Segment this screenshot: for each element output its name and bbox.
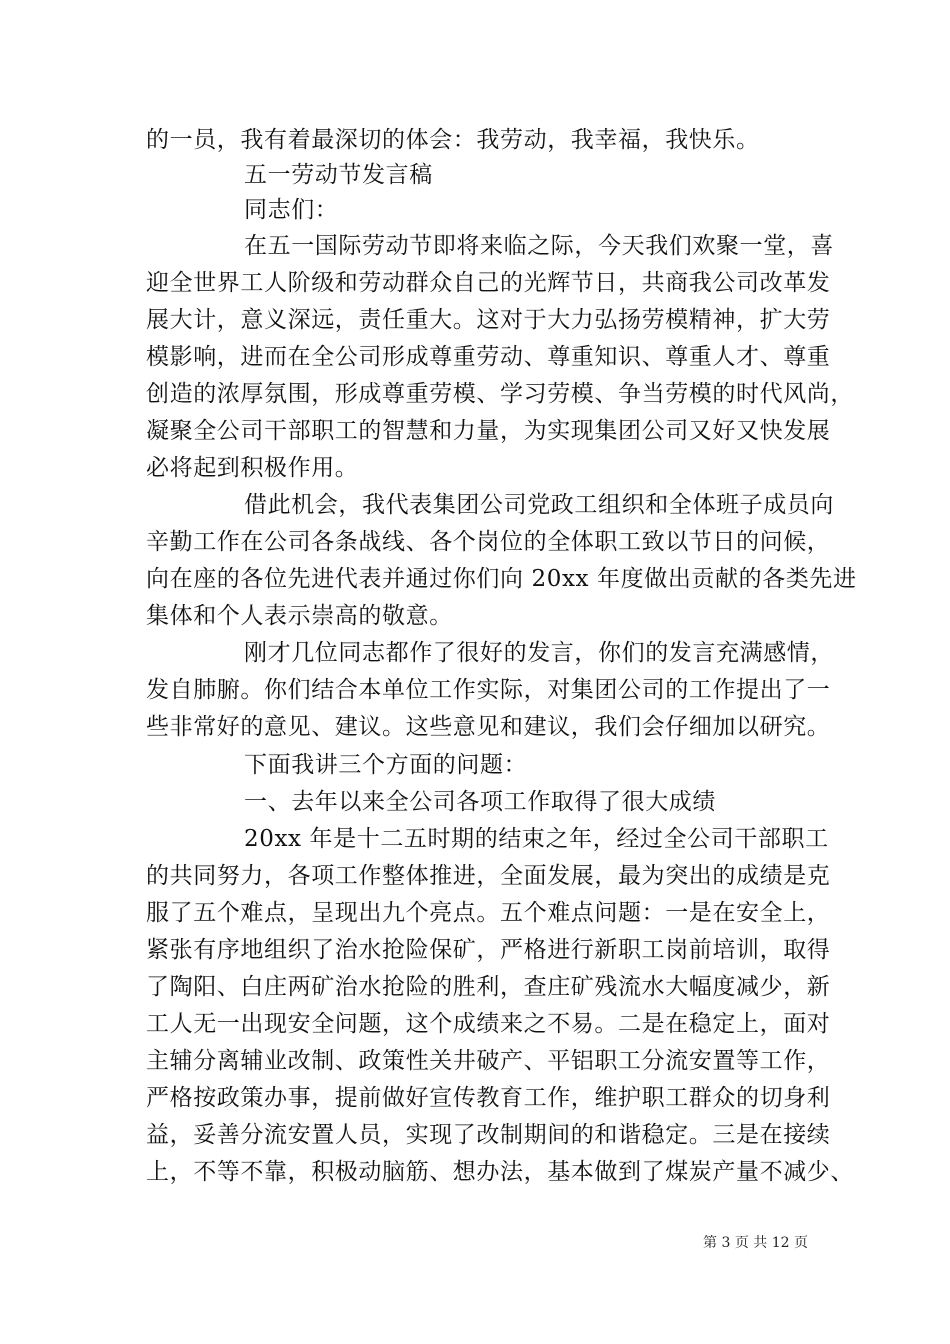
text-line: 20xx 年是十二五时期的结束之年，经过全公司干部职工 [244, 826, 829, 852]
text-line: 向在座的各位先进代表并通过你们向 20xx 年度做出贡献的各类先进 [146, 566, 857, 592]
text-line: 创造的浓厚氛围，形成尊重劳模、学习劳模、争当劳模的时代风尚， [146, 381, 854, 407]
section-heading: 一、去年以来全公司各项工作取得了很大成绩 [244, 789, 716, 815]
text-line: 展大计，意义深远，责任重大。这对于大力弘扬劳模精神，扩大劳 [146, 307, 831, 333]
salutation: 同志们： [244, 197, 339, 223]
text-line: 紧张有序地组织了治水抢险保矿，严格进行新职工岗前培训，取得 [146, 937, 831, 963]
text-line: 模影响，进而在全公司形成尊重劳动、尊重知识、尊重人才、尊重 [146, 344, 831, 370]
text-line: 工人无一出现安全问题，这个成绩来之不易。二是在稳定上，面对 [146, 1011, 831, 1037]
text-line: 的一员，我有着最深切的体会：我劳动，我幸福，我快乐。 [146, 127, 760, 153]
text-line: 刚才几位同志都作了很好的发言，你们的发言充满感情， [244, 640, 834, 666]
text-line: 在五一国际劳动节即将来临之际，今天我们欢聚一堂，喜 [244, 233, 834, 259]
speech-title: 五一劳动节发言稿 [244, 162, 433, 188]
text-line: 上，不等不靠，积极动脑筋、想办法，基本做到了煤炭产量不减少、 [146, 1159, 854, 1185]
text-line: 些非常好的意见、建议。这些意见和建议，我们会仔细加以研究。 [146, 714, 831, 740]
text-line: 集体和个人表示崇高的敬意。 [146, 603, 453, 629]
text-line: 必将起到积极作用。 [146, 455, 359, 481]
text-line: 的共同努力，各项工作整体推进，全面发展，最为突出的成绩是克 [146, 863, 831, 889]
text-line: 益，妥善分流安置人员，实现了改制期间的和谐稳定。三是在接续 [146, 1122, 831, 1148]
text-line: 严格按政策办事，提前做好宣传教育工作，维护职工群众的切身利 [146, 1085, 831, 1111]
text-line: 主辅分离辅业改制、政策性关井破产、平铝职工分流安置等工作， [146, 1048, 831, 1074]
text-line: 服了五个难点，呈现出九个亮点。五个难点问题：一是在安全上， [146, 900, 831, 926]
text-line: 发自肺腑。你们结合本单位工作实际，对集团公司的工作提出了一 [146, 677, 831, 703]
text-line: 了陶阳、白庄两矿治水抢险的胜利，查庄矿残流水大幅度减少，新 [146, 974, 831, 1000]
text-line: 下面我讲三个方面的问题： [244, 752, 528, 778]
text-line: 辛勤工作在公司各条战线、各个岗位的全体职工致以节日的问候， [146, 529, 831, 555]
text-line: 迎全世界工人阶级和劳动群众自己的光辉节日，共商我公司改革发 [146, 270, 831, 296]
page-number-footer: 第 3 页 共 12 页 [703, 1235, 808, 1251]
text-line: 凝聚全公司干部职工的智慧和力量，为实现集团公司又好又快发展 [146, 418, 831, 444]
text-line: 借此机会，我代表集团公司党政工组织和全体班子成员向 [244, 492, 834, 518]
